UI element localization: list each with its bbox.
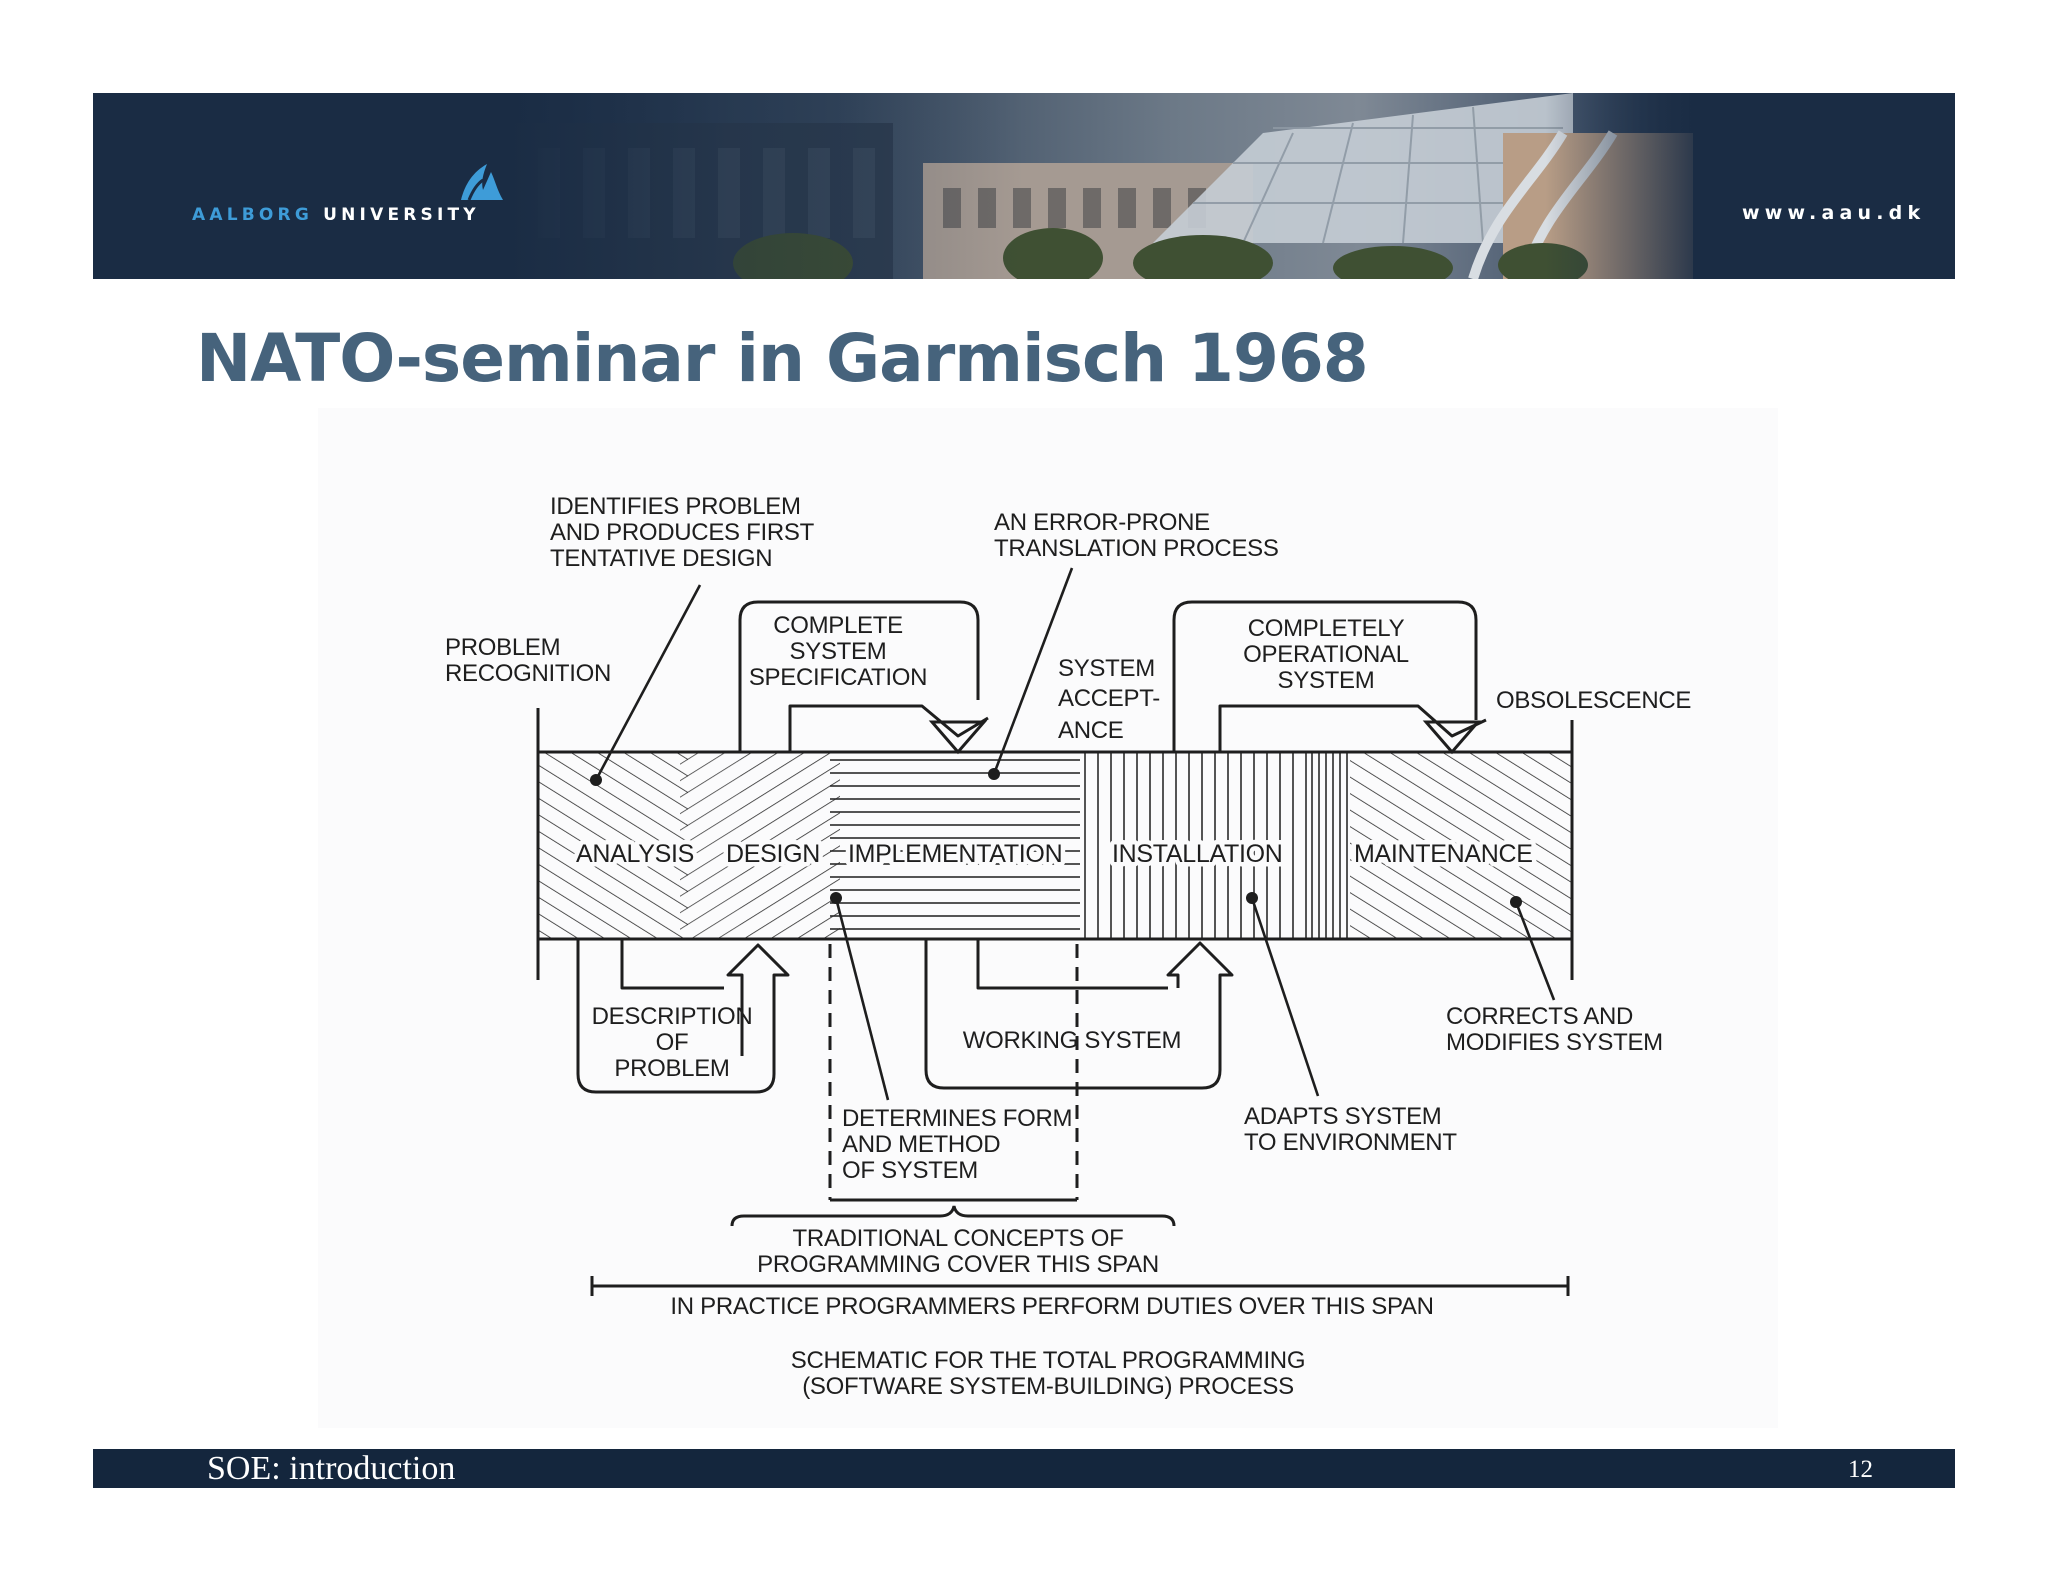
phase-implementation: IMPLEMENTATION	[848, 840, 1063, 868]
label-complete-spec-1: COMPLETE	[773, 612, 903, 639]
label-determines-form-3: OF SYSTEM	[842, 1157, 978, 1184]
label-complete-spec-2: SYSTEM	[789, 638, 887, 665]
label-completely-operational-3: SYSTEM	[1277, 667, 1375, 694]
label-identifies-problem-2: AND PRODUCES FIRST	[550, 519, 814, 546]
phase-analysis: ANALYSIS	[576, 840, 695, 868]
label-system-acceptance-1: SYSTEM	[1058, 655, 1155, 682]
phase-design: DESIGN	[726, 840, 821, 868]
brand-part-aalborg: AALBORG	[192, 205, 313, 225]
label-problem-recognition-2: RECOGNITION	[445, 660, 612, 687]
header-banner	[93, 93, 1955, 279]
diagram-caption-1: SCHEMATIC FOR THE TOTAL PROGRAMMING	[790, 1347, 1306, 1374]
label-determines-form-1: DETERMINES FORM	[842, 1105, 1073, 1132]
phase-maintenance: MAINTENANCE	[1354, 840, 1533, 868]
website-url: www.aau.dk	[1742, 202, 1926, 224]
label-obsolescence: OBSOLESCENCE	[1496, 687, 1692, 714]
page-number: 12	[1848, 1456, 1873, 1483]
label-completely-operational-2: OPERATIONAL	[1243, 641, 1409, 668]
phase-installation: INSTALLATION	[1112, 840, 1283, 868]
label-identifies-problem-3: TENTATIVE DESIGN	[550, 545, 773, 572]
university-name	[192, 205, 480, 225]
label-complete-spec-3: SPECIFICATION	[748, 664, 928, 691]
label-adapts-system-2: TO ENVIRONMENT	[1244, 1129, 1457, 1156]
label-working-system: WORKING SYSTEM	[962, 1027, 1182, 1054]
span-brace	[732, 1206, 1174, 1226]
label-system-acceptance-2: ACCEPT-	[1058, 685, 1160, 712]
label-traditional-concepts-2: PROGRAMMING COVER THIS SPAN	[757, 1251, 1159, 1278]
programming-process-diagram	[318, 408, 1778, 1428]
diagram-caption-2: (SOFTWARE SYSTEM-BUILDING) PROCESS	[802, 1373, 1294, 1400]
label-problem-recognition-1: PROBLEM	[445, 634, 561, 661]
upper-arrowheads	[932, 722, 1478, 752]
slide-title: NATO-seminar in Garmisch 1968	[196, 320, 1368, 397]
label-completely-operational-1: COMPLETELY	[1247, 615, 1405, 642]
label-corrects-and-modifies-1: CORRECTS AND	[1446, 1003, 1634, 1030]
label-error-prone-1: AN ERROR-PRONE	[994, 509, 1210, 536]
label-system-acceptance-3: ANCE	[1058, 717, 1124, 744]
label-traditional-concepts-1: TRADITIONAL CONCEPTS OF	[792, 1225, 1124, 1252]
label-determines-form-2: AND METHOD	[842, 1131, 1001, 1158]
aau-logo-icon	[455, 160, 505, 202]
campus-building-photo	[93, 93, 1955, 279]
label-description-of-problem-3: PROBLEM	[614, 1055, 730, 1082]
label-adapts-system-1: ADAPTS SYSTEM	[1244, 1103, 1442, 1130]
label-error-prone-2: TRANSLATION PROCESS	[994, 535, 1279, 562]
label-description-of-problem-2: OF	[655, 1029, 689, 1056]
label-in-practice: IN PRACTICE PROGRAMMERS PERFORM DUTIES OVER THIS SPAN	[670, 1293, 1434, 1320]
footer-bar	[93, 1449, 1955, 1488]
label-corrects-and-modifies-2: MODIFIES SYSTEM	[1446, 1029, 1663, 1056]
label-identifies-problem-1: IDENTIFIES PROBLEM	[550, 493, 801, 520]
brand-part-university: UNIVERSITY	[323, 205, 480, 225]
footer-label: SOE: introduction	[207, 1450, 456, 1487]
label-description-of-problem-1: DESCRIPTION	[591, 1003, 753, 1030]
